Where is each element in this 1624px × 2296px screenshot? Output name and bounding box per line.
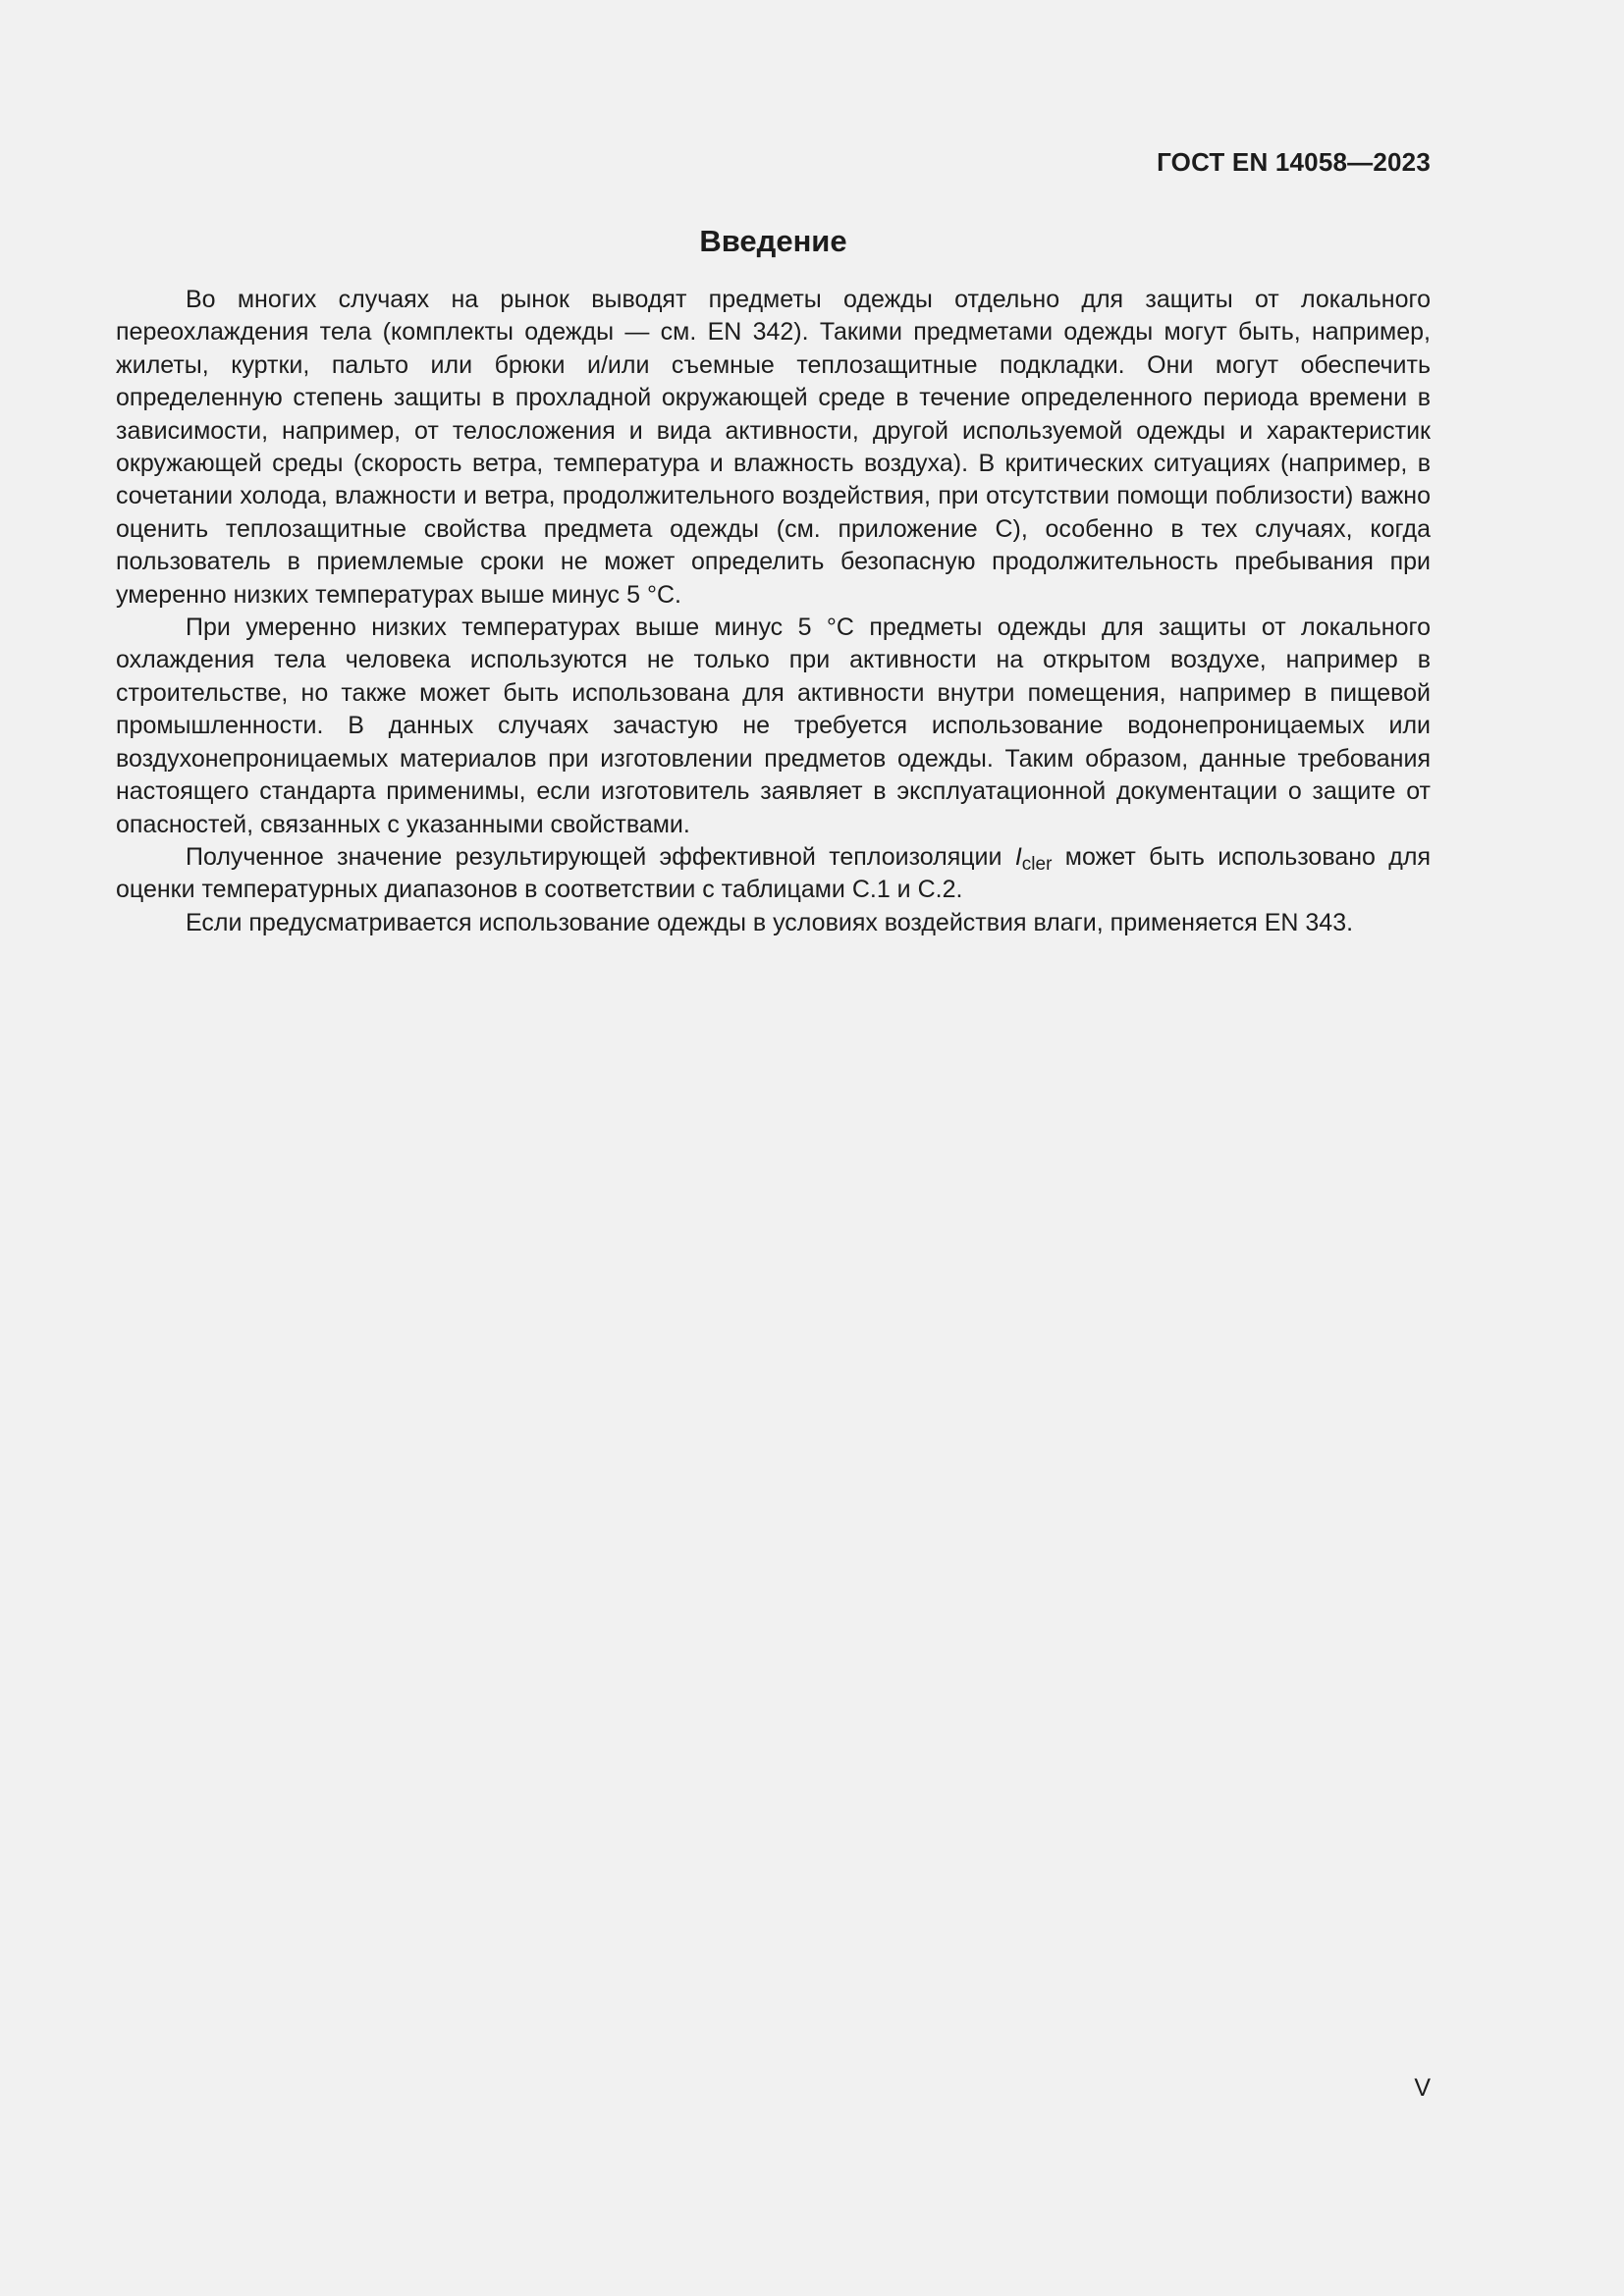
page-number: V xyxy=(1414,2074,1431,2102)
paragraph-moisture-conditions: Если предусматривается использование одежды в условиях воздействия влаги, применяется EN 343. xyxy=(186,908,1354,936)
section-body xyxy=(116,284,1431,939)
insulation-symbol: I xyxy=(1014,842,1022,871)
paragraph-insulation-value xyxy=(116,841,1431,907)
document-code: ГОСТ EN 14058—2023 xyxy=(1157,147,1431,177)
insulation-symbol-subscript: cler xyxy=(1021,853,1053,875)
paragraph-text-before-symbol: Полученное значение результирующей эффективной теплоизоляции xyxy=(186,842,1015,871)
paragraph-market-garments: Во многих случаях на рынок выводят предметы одежды отдельно для защиты от локального переохлаждения тела (комплекты одежды — см. EN 342). Такими предметами одежды могут быть, например, жилеты, куртки, пальто или брюки и/или съемные теплозащитные подкладки. Они могут обеспечить определенную степень защиты в прохладной окружающей среде в течение определенного периода времени в зависимости, например, от телосложения и вида активности, другой используемой одежды и характеристик окружающей среды (скорость ветра, температура и влажность воздуха). В критических ситуациях (например, в сочетании холода, влажности и ветра, продолжительного воздействия, при отсутствии помощи поблизости) важно оценить теплозащитные свойства предмета одежды (см. приложение С), особенно в тех случаях, когда пользователь в приемлемые сроки не может определить безопасную продолжительность пребывания при умеренно низких температурах выше минус 5 °С. xyxy=(116,286,1431,609)
paragraph-text-after-symbol: может быть использовано для оценки температурных диапазонов в соответствии с таблицами С.1 и С.2. xyxy=(116,842,1431,904)
paragraph-low-temperatures: При умеренно низких температурах выше минус 5 °С предметы одежды для защиты от локального охлаждения тела человека используются не только при активности на открытом воздухе, например в строительстве, но также может быть использована для активности внутри помещения, например в пищевой промышленности. В данных случаях зачастую не требуется использование водонепроницаемых или воздухонепроницаемых материалов при изготовлении предметов одежды. Таким образом, данные требования настоящего стандарта применимы, если изготовитель заявляет в эксплуатационной документации о защите от опасностей, связанных с указанными свойствами. xyxy=(116,614,1431,838)
section-title: Введение xyxy=(699,224,847,258)
